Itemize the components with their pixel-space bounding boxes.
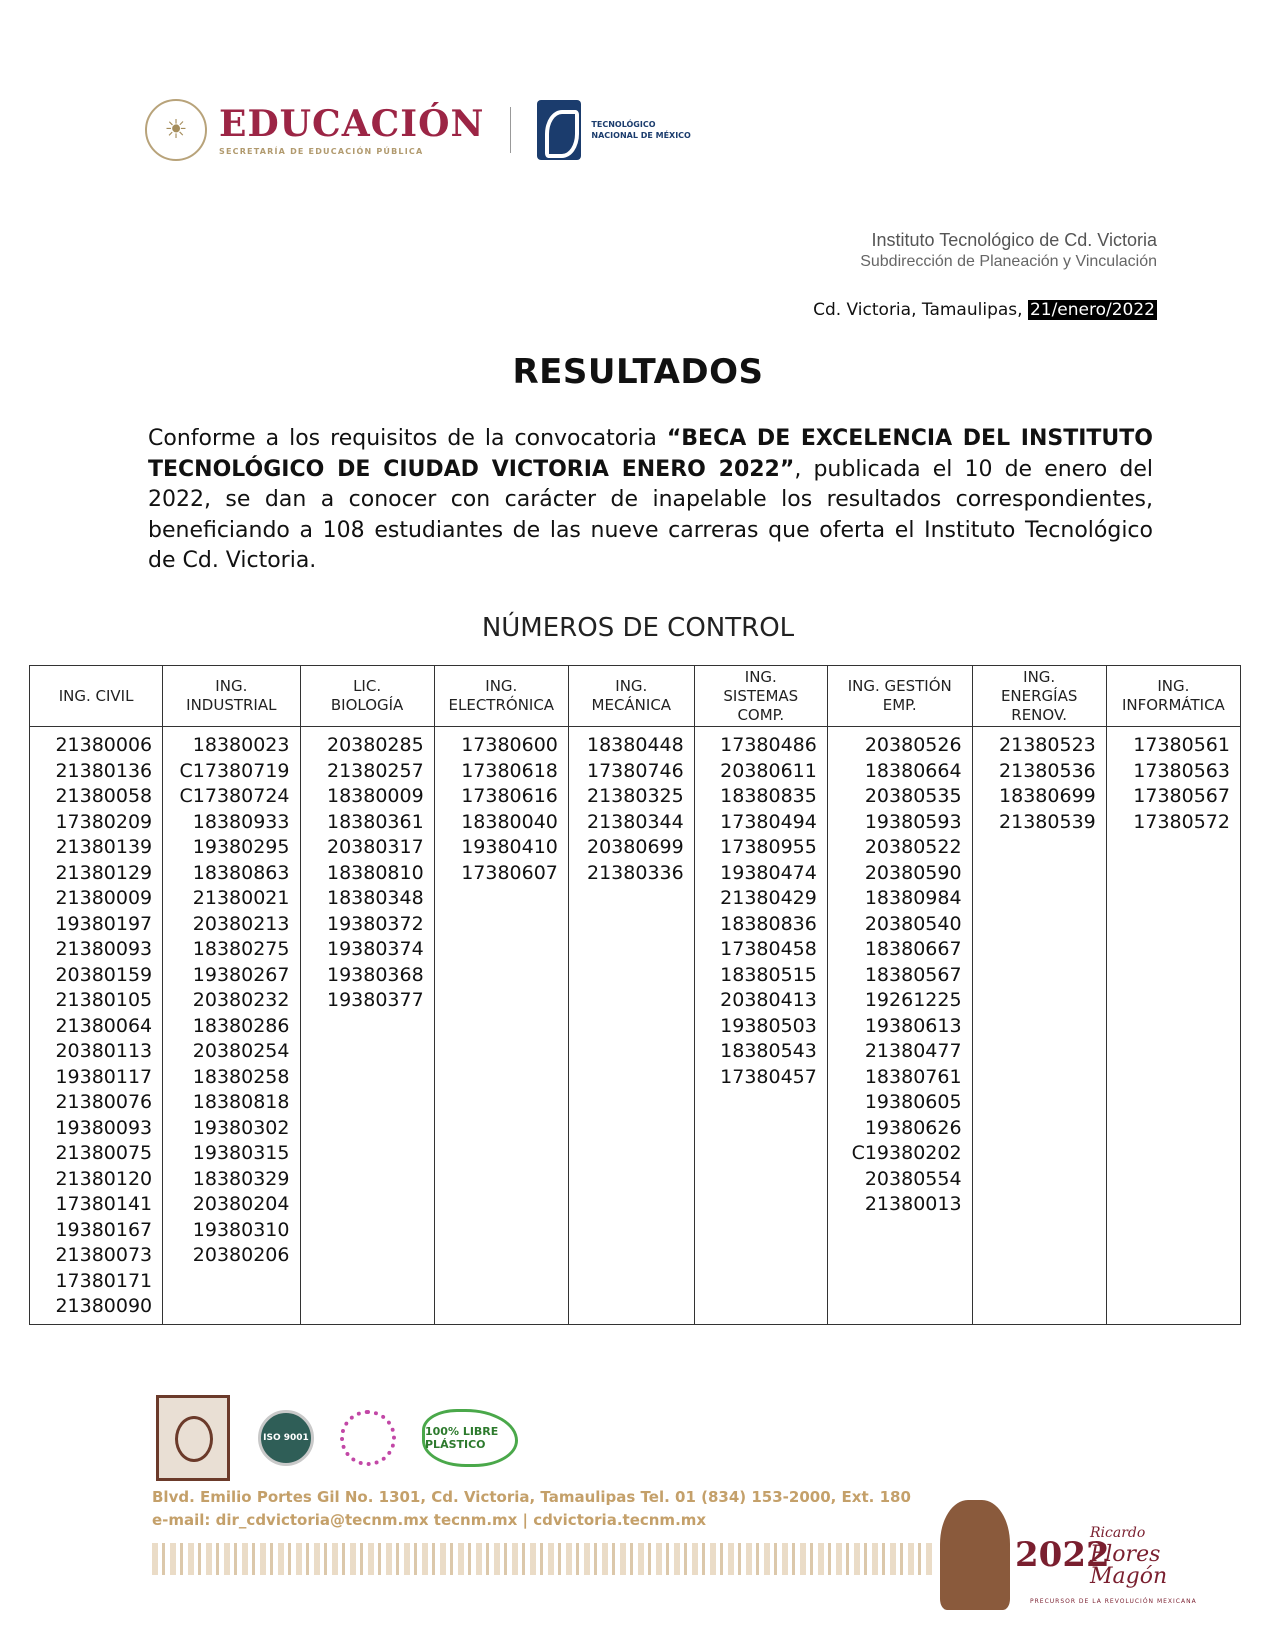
control-number: 19380302 <box>192 1116 290 1139</box>
header-logos <box>145 90 691 170</box>
control-number: 21380136 <box>55 759 153 782</box>
control-number: 18380329 <box>192 1167 290 1190</box>
control-number: 18380286 <box>192 1014 290 1037</box>
name-line3: Magón <box>1090 1564 1168 1589</box>
control-number: 20380540 <box>864 912 962 935</box>
control-number: 18380515 <box>720 963 817 986</box>
control-number: 17380607 <box>461 861 558 884</box>
control-number: 20380699 <box>587 836 684 858</box>
control-number: 19380267 <box>192 963 290 986</box>
control-number: 18380863 <box>192 861 290 884</box>
control-number: 20380554 <box>864 1167 962 1190</box>
control-number: 21380523 <box>999 734 1096 756</box>
control-number: 18380348 <box>326 887 424 909</box>
name-line2: Flores <box>1090 1542 1161 1567</box>
control-number: 21380336 <box>587 861 684 884</box>
control-number: 19380295 <box>192 836 290 858</box>
control-number: 19380626 <box>864 1116 962 1139</box>
itcv-crest-icon <box>156 1395 230 1481</box>
control-number: 20380213 <box>192 912 290 935</box>
name-line1: Ricardo <box>1090 1525 1146 1541</box>
control-number: 19380503 <box>720 1014 817 1037</box>
control-number: 19380117 <box>55 1065 153 1088</box>
control-number: 18380835 <box>720 785 817 807</box>
control-number: 18380699 <box>999 785 1096 807</box>
control-number: 20380254 <box>192 1040 290 1062</box>
control-numbers-table <box>29 665 1241 1325</box>
column-cell <box>694 727 827 1325</box>
control-number: 20380113 <box>55 1040 153 1062</box>
control-number: 21380073 <box>55 1244 153 1266</box>
decorative-border <box>152 1543 932 1575</box>
control-number: 17380955 <box>720 836 817 858</box>
control-number: 17380567 <box>1133 785 1230 807</box>
column-header: ING. SISTEMAS COMP. <box>694 666 827 727</box>
column-header: ING. GESTIÓN EMP. <box>827 666 972 727</box>
column-cell <box>972 727 1106 1325</box>
control-number: C19380202 <box>851 1142 962 1164</box>
control-number: 19380474 <box>720 861 817 884</box>
column-header: ING. INFORMÁTICA <box>1106 666 1240 727</box>
control-number: 21380006 <box>55 734 153 756</box>
institution-department: Subdirección de Planeación y Vinculación <box>860 253 1157 270</box>
footer-contact <box>152 1486 911 1532</box>
column-header: ING. CIVIL <box>30 666 163 727</box>
control-number: 18380448 <box>587 734 684 756</box>
control-number: 20380204 <box>192 1193 290 1215</box>
control-number: 19380593 <box>864 810 962 833</box>
column-cell <box>163 727 300 1325</box>
column-cell <box>568 727 694 1325</box>
control-number: 19380374 <box>326 938 424 960</box>
control-number: 18380275 <box>192 938 290 960</box>
column-cell <box>434 727 568 1325</box>
control-number: 18380836 <box>720 912 817 935</box>
control-number: 19380368 <box>326 963 424 986</box>
control-number: 17380209 <box>55 810 153 833</box>
control-number: 19380410 <box>461 836 558 858</box>
control-number: 17380494 <box>720 810 817 833</box>
flores-magon-portrait <box>940 1500 1010 1610</box>
control-number: 18380361 <box>326 810 424 833</box>
page-title: RESULTADOS <box>512 352 764 392</box>
paragraph-rest: , publicada el 10 de enero del 2022, se dan a conocer con carácter de inapelable los resultados correspondientes, beneficiando a 108 estudiantes de las nueve carreras que oferta el Instituto Tecnológico de Cd. Victoria. <box>148 456 1153 573</box>
tecnm-line2: NACIONAL DE MÉXICO <box>591 131 691 140</box>
control-number: 17380563 <box>1133 759 1230 782</box>
institution-name: Instituto Tecnológico de Cd. Victoria <box>871 230 1157 250</box>
control-number: 18380258 <box>192 1065 290 1088</box>
control-number: 18380009 <box>326 785 424 807</box>
control-number: 21380129 <box>55 861 153 884</box>
control-number: 21380429 <box>720 887 817 909</box>
control-number: 18380818 <box>192 1091 290 1113</box>
control-number: 20380285 <box>326 734 424 756</box>
control-number: 17380486 <box>720 734 817 756</box>
control-number: 18380664 <box>864 759 962 782</box>
control-number: 18380984 <box>864 887 962 909</box>
footer-email: e-mail: dir_cdvictoria@tecnm.mx tecnm.mx | cdvictoria.tecnm.mx <box>152 1511 707 1529</box>
table-body-row <box>30 727 1241 1325</box>
control-number: 18380023 <box>192 734 290 756</box>
control-number: 18380933 <box>192 810 290 833</box>
control-number: 17380746 <box>587 759 684 782</box>
control-number: 19380167 <box>55 1218 153 1241</box>
control-number: 18380543 <box>720 1040 817 1062</box>
control-number: 20380535 <box>864 785 962 807</box>
control-number: 18380667 <box>864 938 962 960</box>
intro-paragraph <box>148 424 1153 577</box>
tecnm-logo-icon <box>537 100 581 160</box>
commemorative-tagline: PRECURSOR DE LA REVOLUCIÓN MEXICANA <box>1030 1598 1197 1605</box>
control-number: 21380120 <box>55 1167 153 1190</box>
commemorative-name <box>1090 1522 1167 1588</box>
control-number: 18380761 <box>864 1065 962 1088</box>
column-header: ING. ELECTRÓNICA <box>434 666 568 727</box>
control-number: 17380600 <box>461 734 558 756</box>
table-header-row <box>30 666 1241 727</box>
control-number: 21380021 <box>192 887 290 909</box>
tecnm-logo-text <box>591 119 690 141</box>
column-header: ING. ENERGÍAS RENOV. <box>972 666 1106 727</box>
control-number: 21380058 <box>55 785 153 807</box>
column-header: ING. INDUSTRIAL <box>163 666 300 727</box>
control-number: 21380139 <box>55 836 153 858</box>
column-header: ING. MECÁNICA <box>568 666 694 727</box>
control-number: 20380413 <box>720 989 817 1011</box>
column-cell <box>30 727 163 1325</box>
inclusion-logo-icon <box>340 1410 396 1466</box>
column-header: LIC. BIOLOGÍA <box>300 666 434 727</box>
control-number: 17380458 <box>720 938 817 960</box>
plastic-free-logo-icon: 100% LIBRE PLÁSTICO <box>422 1409 518 1467</box>
control-number: 17380561 <box>1133 734 1230 756</box>
logo-divider <box>510 107 511 153</box>
commemorative-year: 2022 <box>1015 1535 1110 1575</box>
control-number: C17380719 <box>179 759 290 782</box>
control-number: 20380611 <box>720 759 817 782</box>
control-number: 19261225 <box>864 989 962 1011</box>
control-number: 17380618 <box>461 759 558 782</box>
control-number: 21380477 <box>864 1040 962 1062</box>
control-number: 17380457 <box>720 1065 817 1088</box>
control-number: 17380616 <box>461 785 558 807</box>
dateline-place: Cd. Victoria, Tamaulipas, <box>813 300 1028 320</box>
control-number: 20380232 <box>192 989 290 1011</box>
control-number: 21380009 <box>55 887 153 909</box>
sep-logo-subtitle: SECRETARÍA DE EDUCACIÓN PÚBLICA <box>219 146 424 156</box>
control-number: 21380536 <box>999 759 1096 782</box>
control-number: 19380197 <box>55 912 153 935</box>
control-number: 17380171 <box>55 1269 153 1292</box>
control-number: 19380093 <box>55 1116 153 1139</box>
control-number: 21380325 <box>587 785 684 807</box>
control-number: 19380372 <box>326 912 424 935</box>
control-number: 21380257 <box>326 759 424 782</box>
control-number: 21380013 <box>864 1193 962 1215</box>
paragraph-convocatoria: “BECA DE EXCELENCIA DEL INSTITUTO TECNOLÓGICO DE CIUDAD VICTORIA ENERO 2022” <box>148 426 1153 482</box>
control-number: C17380724 <box>179 785 290 807</box>
column-cell <box>1106 727 1240 1325</box>
control-number: 21380090 <box>55 1295 153 1317</box>
footer-logos <box>156 1395 518 1481</box>
tecnm-line1: TECNOLÓGICO <box>591 120 656 129</box>
dateline-date: 21/enero/2022 <box>1029 300 1155 320</box>
control-number: 17380572 <box>1133 810 1230 833</box>
control-number: 19380310 <box>192 1218 290 1241</box>
control-number: 21380093 <box>55 938 153 960</box>
control-number: 20380590 <box>864 861 962 884</box>
control-number: 20380317 <box>326 836 424 858</box>
table-title: NÚMEROS DE CONTROL <box>481 613 795 643</box>
control-number: 21380076 <box>55 1091 153 1113</box>
control-number: 21380539 <box>999 810 1096 833</box>
column-cell <box>827 727 972 1325</box>
mexico-seal-icon: ☀ <box>145 99 207 161</box>
control-number: 18380810 <box>326 861 424 884</box>
control-number: 19380613 <box>864 1014 962 1037</box>
control-number: 17380141 <box>55 1193 153 1215</box>
iso-certification-icon: ISO 9001 <box>258 1410 314 1466</box>
control-number: 20380526 <box>864 734 962 756</box>
control-number: 21380075 <box>55 1142 153 1164</box>
control-number: 20380522 <box>864 836 962 858</box>
footer-address: Blvd. Emilio Portes Gil No. 1301, Cd. Victoria, Tamaulipas Tel. 01 (834) 153-2000, Ext. 180 <box>152 1488 911 1506</box>
control-number: 21380105 <box>55 989 153 1011</box>
dateline <box>813 300 1157 320</box>
control-number: 18380567 <box>864 963 962 986</box>
control-number: 21380344 <box>587 810 684 833</box>
control-number: 20380159 <box>55 963 153 986</box>
control-number: 20380206 <box>192 1244 290 1266</box>
control-number: 18380040 <box>461 810 558 833</box>
column-cell <box>300 727 434 1325</box>
control-number: 19380605 <box>864 1091 962 1113</box>
control-number: 21380064 <box>55 1014 153 1037</box>
control-number: 19380377 <box>326 989 424 1011</box>
sep-logo-title: EDUCACIÓN <box>219 102 485 145</box>
paragraph-intro: Conforme a los requisitos de la convocatoria <box>148 426 667 451</box>
sep-logo <box>219 102 485 156</box>
control-number: 19380315 <box>192 1142 290 1164</box>
